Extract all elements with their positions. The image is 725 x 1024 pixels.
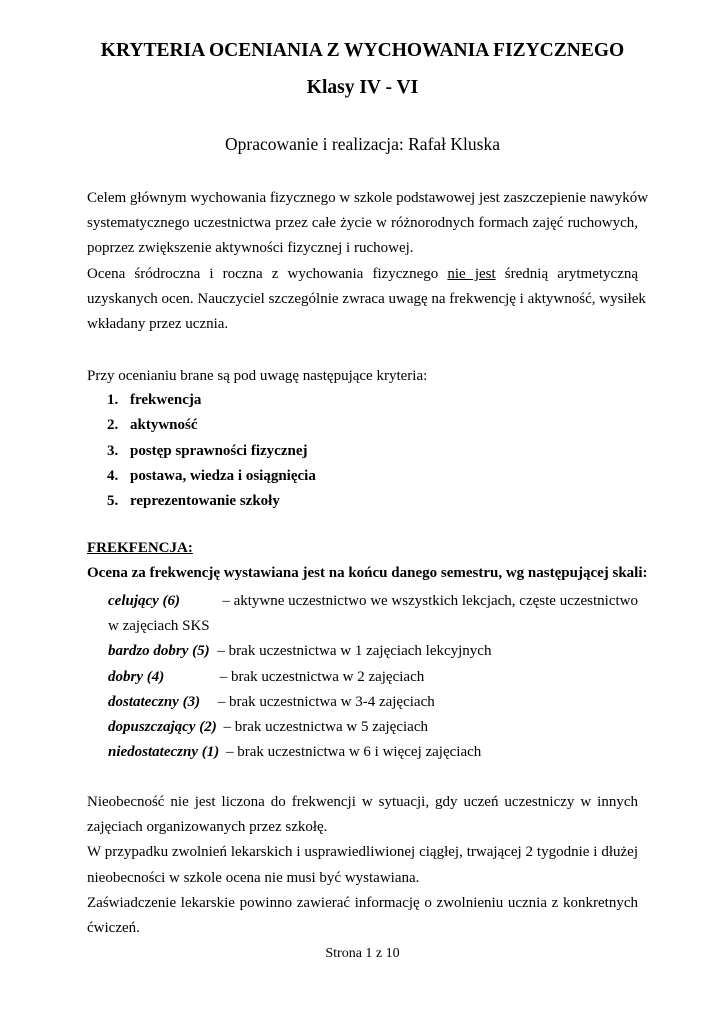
criteria-lead-text: Przy ocenianiu brane są pod uwagę następujące kryteria:	[87, 368, 428, 384]
note-line: Nieobecność nie jest liczona do frekwencji w sytuacji, gdy uczeń uczestniczy w innych	[87, 794, 638, 810]
grade-name: bardzo dobry (5)	[108, 643, 210, 660]
criteria-lead	[87, 364, 638, 389]
intro-line: systematycznego uczestnictwa przez całe życie w różnorodnych formach zajęć ruchowych,	[87, 215, 638, 232]
grade-name: dobry (4)	[108, 668, 165, 685]
grade-description: – brak uczestnictwa w 6 i więcej zajęciach	[225, 744, 482, 761]
grading-note-line: uzyskanych ocen. Nauczyciel szczególnie zwraca uwagę na frekwencję i aktywność, wysiłek	[87, 290, 646, 307]
grading-note-text: średnią arytmetyczną	[504, 265, 639, 282]
attendance-grade-scale	[108, 589, 638, 765]
grade-name: celujący (6)	[108, 593, 181, 609]
grade-row	[108, 740, 638, 765]
list-item	[107, 388, 316, 413]
grading-note-text: Ocena śródroczna i roczna z wychowania fizycznego	[87, 265, 439, 282]
grade-description: – aktywne uczestnictwo we wszystkich lekcjach, częste uczestnictwo	[222, 593, 638, 609]
list-item	[107, 464, 316, 489]
grade-name: dopuszczający (2)	[108, 719, 217, 736]
list-label: postęp sprawności fizycznej	[130, 442, 308, 459]
note-line: ćwiczeń.	[87, 920, 140, 937]
grade-description: – brak uczestnictwa w 1 zajęciach lekcyjnych	[217, 643, 492, 660]
list-label: reprezentowanie szkoły	[130, 493, 280, 510]
list-number: 2.	[107, 417, 119, 434]
grade-row	[108, 639, 638, 664]
list-number: 1.	[107, 392, 119, 408]
grade-name: dostateczny (3)	[108, 693, 201, 710]
grade-description: – brak uczestnictwa w 2 zajęciach	[219, 668, 425, 685]
list-label: frekwencja	[130, 392, 202, 408]
attendance-heading: FREKFENCJA:	[87, 540, 193, 556]
document-title: KRYTERIA OCENIANIA Z WYCHOWANIA FIZYCZNEGO	[100, 40, 625, 61]
grade-row	[108, 690, 638, 715]
note-line: nieobecności w szkole ocena nie musi być wystawiana.	[87, 869, 420, 886]
intro-line: poprzez zwiększenie aktywności fizycznej i ruchowej.	[87, 240, 414, 257]
list-number: 4.	[107, 467, 119, 484]
page-number: Strona 1 z 10	[325, 946, 400, 961]
attendance-lead: Ocena za frekwencję wystawiana jest na końcu danego semestru, wg następującej skali:	[87, 565, 648, 581]
grade-description: – brak uczestnictwa w 3-4 zajęciach	[217, 693, 435, 710]
grade-description-continued: w zajęciach SKS	[108, 618, 210, 635]
list-item	[107, 439, 316, 464]
grade-row	[108, 665, 638, 690]
list-label: aktywność	[130, 417, 198, 434]
note-line: zajęciach organizowanych przez szkołę.	[87, 819, 328, 836]
list-number: 5.	[107, 493, 119, 510]
list-label: postawa, wiedza i osiągnięcia	[130, 467, 316, 484]
grade-row-line	[108, 589, 638, 614]
criteria-list	[107, 388, 316, 514]
notes-paragraphs	[87, 790, 638, 941]
grading-note-line: wkładany przez ucznia.	[87, 316, 229, 333]
intro-paragraph	[87, 186, 649, 337]
list-item	[107, 489, 316, 514]
note-line: W przypadku zwolnień lekarskich i usprawiedliwionej ciągłej, trwającej 2 tygodnie i dłużej	[87, 844, 638, 861]
intro-line: Celem głównym wychowania fizycznego w szkole podstawowej jest zaszczepienie nawyków	[87, 190, 649, 206]
grade-description: – brak uczestnictwa w 5 zajęciach	[223, 719, 428, 736]
note-line: Zaświadczenie lekarskie powinno zawierać informację o zwolnieniu ucznia z konkretnych	[87, 894, 638, 911]
not-average-underline: nie jest	[447, 265, 496, 282]
author-line: Opracowanie i realizacja: Rafał Kluska	[224, 134, 500, 154]
list-item	[107, 413, 316, 438]
grade-row	[108, 715, 638, 740]
grading-note-line	[87, 262, 638, 287]
grade-name: niedostateczny (1)	[108, 744, 220, 761]
list-number: 3.	[107, 442, 119, 459]
grade-row	[108, 589, 638, 639]
document-subtitle: Klasy IV - VI	[306, 77, 419, 98]
